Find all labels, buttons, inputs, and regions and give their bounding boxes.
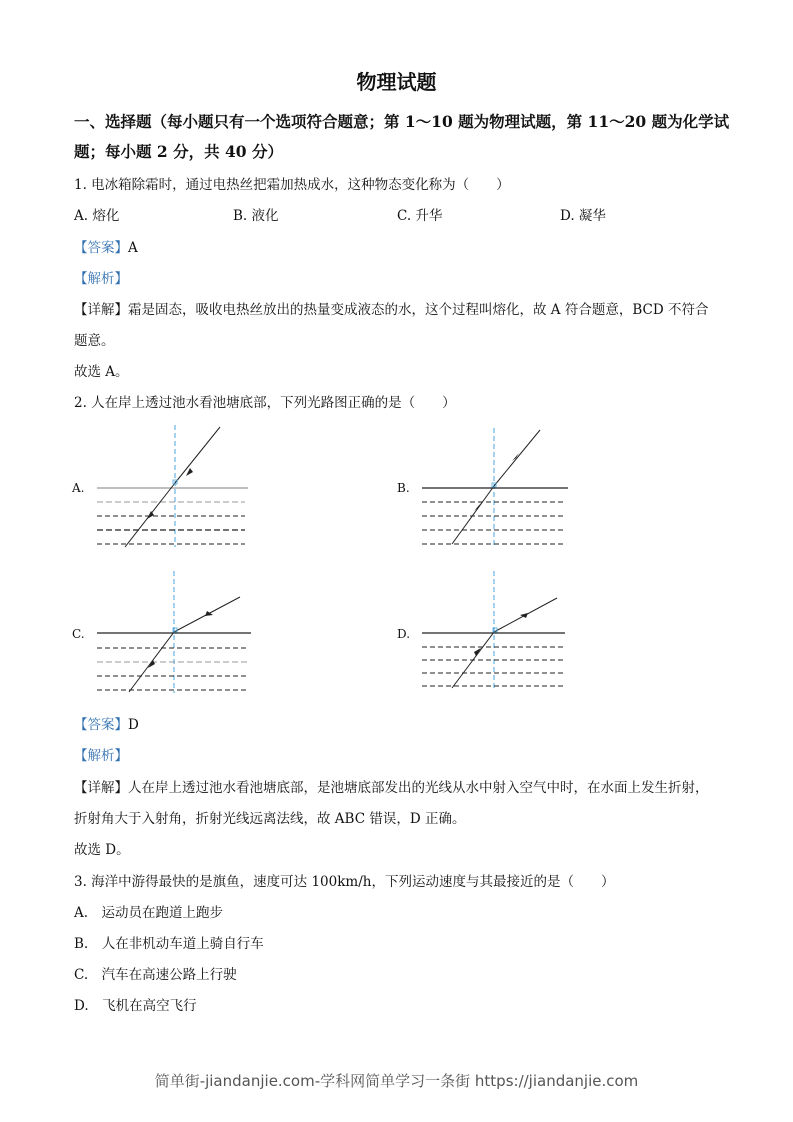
q2-answer: D: [128, 717, 139, 733]
q1-option-a: A. 熔化: [74, 208, 120, 224]
q1-option-b: B. 液化: [233, 208, 279, 224]
q2-detail-line-2: 折射角大于入射角，折射光线远离法线，故 ABC 错误，D 正确。: [74, 811, 466, 827]
q3-stem: 3. 海洋中游得最快的是旗鱼，速度可达 100km/h，下列运动速度与其最接近的是（ ）: [74, 874, 615, 890]
q2-diagram-c: [95, 571, 255, 695]
q1-option-d: D. 凝华: [560, 208, 606, 224]
section-heading-line-2: 题；每小题 2 分，共 40 分）: [74, 142, 283, 161]
q1-answer-line: [74, 236, 138, 256]
q1-answer: A: [128, 240, 138, 256]
q2-diagram-a-label: A.: [72, 481, 85, 495]
q2-diagram-c-label: C.: [72, 627, 85, 641]
q2-detail-tag: 【详解】: [74, 780, 128, 796]
q2-diagram-a: [95, 425, 255, 550]
q3-option-b: B. 人在非机动车道上骑自行车: [74, 936, 264, 952]
q2-diagram-b: [420, 428, 575, 550]
q2-diagram-d: [420, 571, 575, 693]
q1-detail-tag: 【详解】: [74, 302, 128, 318]
q3-option-c: C. 汽车在高速公路上行驶: [74, 967, 237, 983]
q1-conclusion: 故选 A。: [74, 364, 129, 380]
q1-stem: 1. 电冰箱除霜时，通过电热丝把霜加热成水，这种物态变化称为（ ）: [74, 177, 510, 193]
q1-answer-tag: 【答案】: [74, 240, 128, 256]
q1-detail-text-1: 霜是固态，吸收电热丝放出的热量变成液态的水，这个过程叫熔化，故 A 符合题意，BCD 不符合: [128, 302, 709, 318]
q2-answer-tag: 【答案】: [74, 717, 128, 733]
q1-analysis-tag: 【解析】: [74, 271, 128, 287]
q2-detail-line-1: [74, 776, 709, 796]
page-footer: 简单街-jiandanjie.com-学科网简单学习一条街 https://jiandanjie.com: [154, 1072, 639, 1090]
q2-analysis-tag: 【解析】: [74, 748, 128, 764]
q2-diagram-b-label: B.: [397, 481, 410, 495]
q1-detail-line-1: [74, 298, 708, 318]
q1-option-c: C. 升华: [397, 208, 443, 224]
q1-detail-line-2: 题意。: [74, 333, 115, 349]
page-title: 物理试题: [356, 70, 437, 94]
q2-diagram-d-label: D.: [397, 627, 411, 641]
q3-option-a: A. 运动员在跑道上跑步: [74, 905, 224, 921]
q2-conclusion: 故选 D。: [74, 842, 130, 858]
q2-answer-line: [74, 713, 139, 733]
q3-option-d: D. 飞机在高空飞行: [74, 998, 197, 1014]
q2-stem: 2. 人在岸上透过池水看池塘底部，下列光路图正确的是（ ）: [74, 395, 456, 411]
q2-detail-text-1: 人在岸上透过池水看池塘底部，是池塘底部发出的光线从水中射入空气中时，在水面上发生折射，: [128, 780, 709, 796]
section-heading-line-1: 一、选择题（每小题只有一个选项符合题意；第 1～10 题为物理试题，第 11～20 题为化学试: [74, 112, 730, 131]
